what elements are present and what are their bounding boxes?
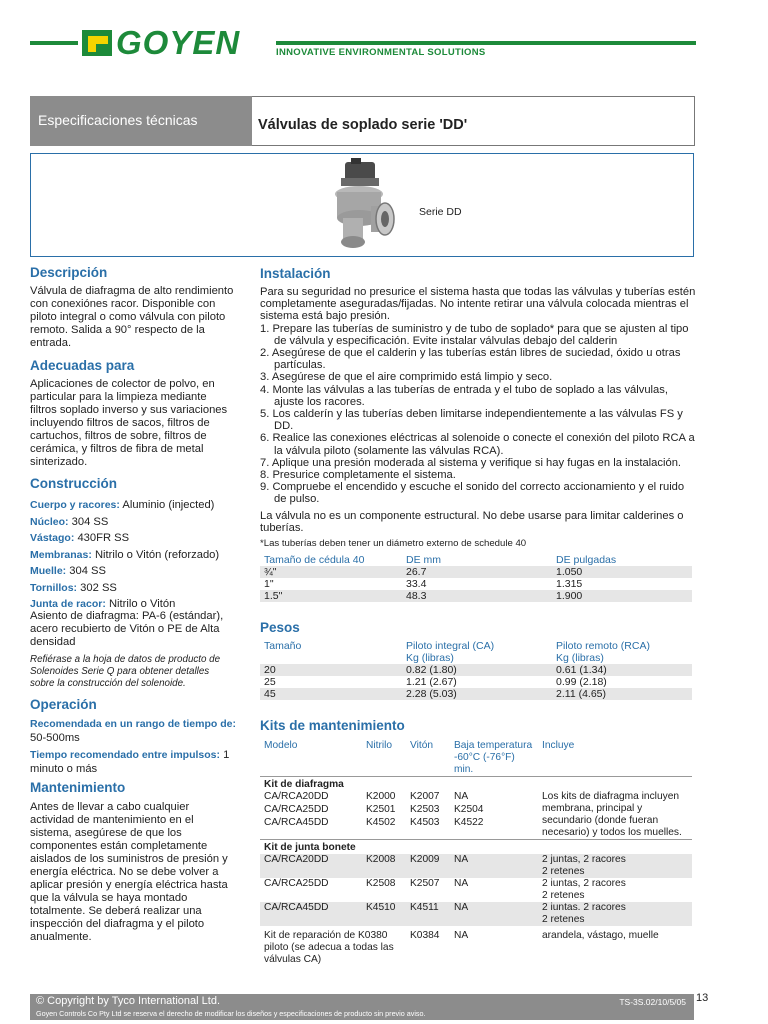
table-row: 20 0.82 (1.80) 0.61 (1.34) <box>260 664 692 676</box>
tubing-table <box>260 554 692 602</box>
table-row: Kit de junta bonete <box>260 840 692 855</box>
page-number: 13 <box>696 992 709 1004</box>
table-row: CA/RCA45DD K4510 K4511 NA 2 iuntas. 2 racores 2 retenes <box>260 902 692 926</box>
kits-heading: Kits de mantenimiento <box>260 718 405 733</box>
valve-image <box>321 158 397 252</box>
table-row: 1.5" 48.3 1.900 <box>260 590 692 602</box>
list-item: 7. Aplique una presión moderada al sistema y verifique si hay fugas en la instalación. <box>260 456 682 469</box>
table-row: Tamaño Piloto integral (CA) Piloto remoto (RCA) <box>264 640 650 652</box>
list-item: Membranas: Nitrilo o Vitón (reforzado) <box>30 548 220 561</box>
table-row: CA/RCA25DD K2508 K2507 NA 2 iuntas, 2 racores 2 retenes <box>264 878 626 901</box>
list-item: 8. Presurice completamente el sistema. <box>260 469 456 482</box>
list-item: Tornillos: 302 SS <box>30 581 117 594</box>
mantenimiento-heading: Mantenimiento <box>30 780 126 795</box>
document-code: TS-3S.02/10/5/05 <box>619 997 686 1007</box>
asiento-text: Asiento de diafragma: PA-6 (estándar), acero recubierto de Vitón o PE de Alta densidad <box>30 610 224 648</box>
goyen-logo-icon <box>82 30 112 56</box>
pesos-heading: Pesos <box>260 620 300 635</box>
list-item: 5. Los calderín y las tuberías deben limitarse independientemente a las válvulas FS y DD. <box>260 408 683 433</box>
adecuadas-text: Aplicaciones de colector de polvo, en particular para la limpieza mediante filtros soplado inverso y sus variaciones incluyendo filtros de sacos, filtros de cartuchos, filtros de sobre, filtros de cerámica, y filtros de fibra de metal sinterizado. <box>30 378 228 468</box>
table-row: ¾" 26.7 1.050 <box>260 566 692 578</box>
mantenimiento-text: Antes de llevar a cabo cualquier actividad de mantenimiento en el sistema, asegúrese de que los componentes están completamente aislados de los suministros de presión y energía eléctrica. No se debe volver a aplicar presión y energía eléctrica hasta que la válvula se haya montado totalmente. Se deberá realizar una inspección del diafragma y el piloto anualmente. <box>30 801 228 943</box>
header-rule-left <box>30 41 78 45</box>
brand-name: GOYEN <box>116 24 241 61</box>
disclaimer: Goyen Controls Co Pty Ltd se reserva el derecho de modificar los diseños y especificaciones de producto sin previo aviso. <box>36 1009 426 1018</box>
operacion-list <box>30 718 236 776</box>
table-row: Kg (libras) Kg (libras) <box>406 652 604 664</box>
instalacion-footnote: *Las tuberías deben tener un diámetro externo de schedule 40 <box>260 538 527 550</box>
list-item: Tiempo recomendado entre impulsos: 1 minuto o más <box>30 749 230 775</box>
section-label: Especificaciones técnicas <box>30 96 252 146</box>
adecuadas-heading: Adecuadas para <box>30 358 135 373</box>
table-row: CA/RCA25DD K2501 K2503 K2504 <box>264 804 484 816</box>
table-row: 45 2.28 (5.03) 2.11 (4.65) <box>260 688 692 700</box>
instalacion-intro: Para su seguridad no presurice el sistema hasta que todas las válvulas y tuberías estén completamente aseguradas/fijadas. No intente retirar una válvula colocada mientras el sistema está bajo presión. <box>260 286 696 323</box>
kits-table <box>260 740 692 966</box>
list-item: Cuerpo y racores: Aluminio (injected) <box>30 499 215 511</box>
table-row: Kit de diafragma <box>260 777 692 792</box>
descripcion-text: Válvula de diafragma de alto rendimiento con conexiónes racor. Disponible con piloto integral o como válvula con piloto remoto. Salida a 90° respecto de la entrada. <box>30 285 234 349</box>
descripcion-heading: Descripción <box>30 265 108 280</box>
table-row: CA/RCA20DD K2000 K2007 NA Los kits de diafragma incluyen membrana, principal y secundario (donde fueran necesario) y todos los muelles. <box>260 791 692 804</box>
list-item: Muelle: 304 SS <box>30 565 106 577</box>
product-image-box <box>30 153 694 257</box>
construccion-list <box>30 497 236 613</box>
list-item: 2. Asegúrese de que el calderin y las tuberías están libres de suciedad, óxido u otras partículas. <box>260 347 681 372</box>
instalacion-outro: La válvula no es un componente estructural. No debe usarse para limitar calderines o tuberías. <box>260 509 684 534</box>
table-row: Tamaño de cédula 40 DE mm DE pulgadas <box>264 554 617 566</box>
operacion-heading: Operación <box>30 697 97 712</box>
construccion-heading: Construcción <box>30 476 118 491</box>
footer-bar <box>30 994 694 1020</box>
list-item: 9. Compruebe el encendido y escuche el sonido del correcto accionamiento y el ruido de pulso. <box>260 481 685 506</box>
table-row: Modelo Nitrilo Vitón Baja temperatura -60°C (-76°F) min. Incluye <box>264 740 575 775</box>
instalacion-steps <box>260 323 696 506</box>
list-item: Junta de racor: Nitrilo o Vitón <box>30 598 176 610</box>
page-title: Válvulas de soplado serie 'DD' <box>252 96 695 146</box>
list-item: Vástago: 430FR SS <box>30 532 130 544</box>
instalacion-heading: Instalación <box>260 266 331 281</box>
list-item: Recomendada en un rango de tiempo de: 50-500ms <box>30 718 236 744</box>
list-item: 6. Realice las conexiones eléctricas al solenoide o conecte el conexión del piloto RCA a la válvula piloto (solamente las válvulas RCA). <box>260 432 695 457</box>
list-item: 4. Monte las válvulas a las tuberías de entrada y el tubo de soplado a las válvulas, ajuste los racores. <box>260 383 668 408</box>
table-row: CA/RCA20DD K2008 K2009 NA 2 juntas, 2 racores 2 retenes <box>260 854 692 878</box>
table-row: CA/RCA45DD K4502 K4503 K4522 <box>264 817 484 829</box>
pesos-table <box>260 640 692 700</box>
table-row: 25 1.21 (2.67) 0.99 (2.18) <box>264 676 607 688</box>
brand-tagline: INNOVATIVE ENVIRONMENTAL SOLUTIONS <box>276 47 486 58</box>
instalacion-body <box>260 286 696 550</box>
diafragma-includes: Los kits de diafragma incluyen membrana, principal y secundario (donde fueran necesario) y todos los muelles. <box>542 791 682 838</box>
copyright: © Copyright by Tyco International Ltd. <box>36 995 221 1007</box>
table-row: 1" 33.4 1.315 <box>264 578 583 590</box>
product-caption: Serie DD <box>419 206 462 218</box>
header-rule-right <box>276 41 696 45</box>
list-item: Núcleo: 304 SS <box>30 515 109 528</box>
list-item: 3. Asegúrese de que el aire comprimido está limpio y seco. <box>260 371 553 384</box>
list-item: 1. Prepare las tuberías de suministro y de tubo de soplado* para que se ajusten al tipo de válvula y especificación. Evite instalar válvulas debajo del calderin <box>260 322 689 347</box>
table-row: Kit de reparación de K0380 piloto (se adecua a todas las válvulas CA) K0384 NA arandela, vástago, muelle <box>264 930 659 965</box>
solenoid-note: Refiérase a la hoja de datos de producto de Solenoides Serie Q para obtener detalles sobre la construcción del solenoide. <box>30 654 221 689</box>
